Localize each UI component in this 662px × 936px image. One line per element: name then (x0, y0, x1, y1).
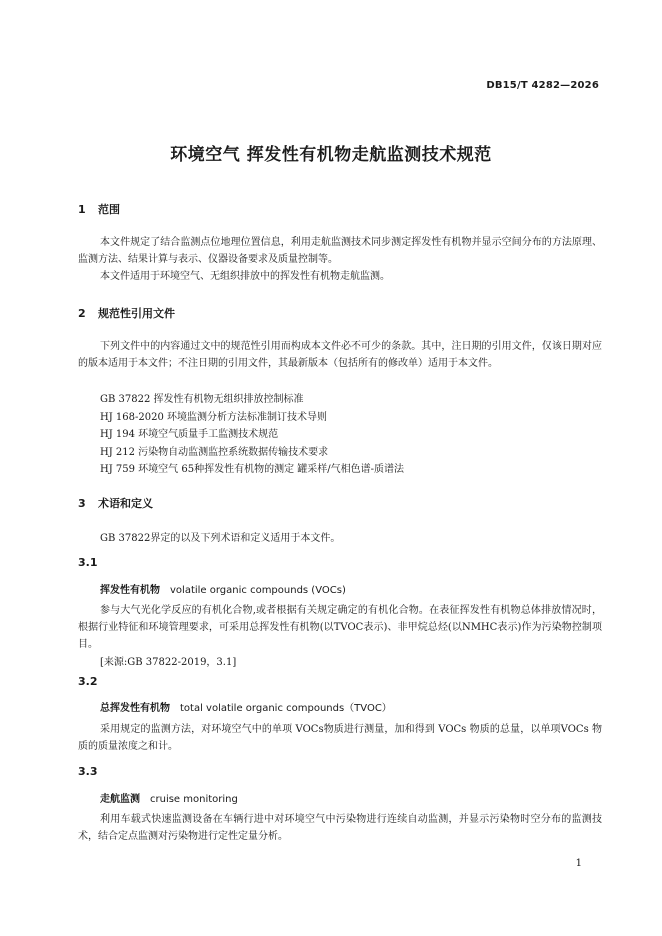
reference-item: GB 37822 挥发性有机物无组织排放控制标准 (100, 394, 304, 405)
section-3-intro: GB 37822界定的以及下列术语和定义适用于本文件。 (100, 533, 341, 544)
term-definition: 参与大气光化学反应的有机化合物,或者根据有关规定确定的有机化合物。在表征挥发性有机物总体排放情况时，根据行业特征和环境管理要求，可采用总挥发性有机物(以TVOC表示)、非甲烷总烃(以NMHC表示)作为污染物控制项目。 (78, 605, 602, 650)
term-chinese: 挥发性有机物 (100, 585, 160, 596)
section-title: 范围 (98, 203, 120, 216)
section-number: 2 (78, 307, 86, 320)
term-chinese: 总挥发性有机物 (100, 703, 170, 714)
term-title (100, 699, 392, 714)
section-number: 1 (78, 203, 86, 216)
term-english: volatile organic compounds (VOCs) (170, 585, 346, 596)
term-number: 3.1 (78, 556, 98, 569)
section-1-paragraph-2: 本文件适用于环境空气、无组织排放中的挥发性有机物走航监测。 (100, 271, 390, 282)
section-title: 规范性引用文件 (98, 307, 175, 320)
term-definition: 利用车载式快速监测设备在车辆行进中对环境空气中污染物进行连续自动监测，并显示污染物时空分布的监测技术，结合定点监测对污染物进行定性定量分析。 (78, 814, 602, 842)
section-title: 术语和定义 (98, 497, 153, 510)
section-3-heading (78, 495, 153, 511)
section-1-paragraph-1: 本文件规定了结合监测点位地理位置信息，利用走航监测技术同步测定挥发性有机物并显示空间分布的方法原理、监测方法、结果计算与表示、仪器设备要求及质量控制等。 (78, 237, 602, 265)
reference-item: HJ 759 环境空气 65种挥发性有机物的测定 罐采样/气相色谱-质谱法 (100, 464, 405, 475)
section-number: 3 (78, 497, 86, 510)
section-2-intro: 下列文件中的内容通过文中的规范性引用而构成本文件必不可少的条款。其中，注日期的引用文件，仅该日期对应的版本适用于本文件；不注日期的引用文件，其最新版本（包括所有的修改单）适用于本文件。 (78, 341, 602, 369)
page-number: 1 (575, 858, 582, 869)
reference-item: HJ 194 环境空气质量手工监测技术规范 (100, 429, 279, 440)
term-chinese: 走航监测 (100, 794, 140, 805)
section-1-heading (78, 201, 120, 217)
section-2-heading (78, 305, 175, 321)
term-number: 3.2 (78, 675, 98, 688)
term-title (100, 581, 346, 596)
reference-item: HJ 168-2020 环境监测分析方法标准制订技术导则 (100, 412, 328, 423)
term-definition: 采用规定的监测方法，对环境空气中的单项 VOCs物质进行测量，加和得到 VOCs 物质的总量，以单项VOCs 物质的质量浓度之和计。 (78, 724, 602, 752)
term-english: cruise monitoring (150, 794, 238, 805)
standard-code: DB15/T 4282—2026 (486, 80, 599, 91)
reference-item: HJ 212 污染物自动监测监控系统数据传输技术要求 (100, 447, 329, 458)
term-english: total volatile organic compounds（TVOC） (180, 703, 392, 714)
term-number: 3.3 (78, 765, 98, 778)
document-title: 环境空气 挥发性有机物走航监测技术规范 (170, 145, 492, 165)
term-source: [来源:GB 37822-2019，3.1] (100, 657, 237, 668)
term-title (100, 790, 238, 805)
